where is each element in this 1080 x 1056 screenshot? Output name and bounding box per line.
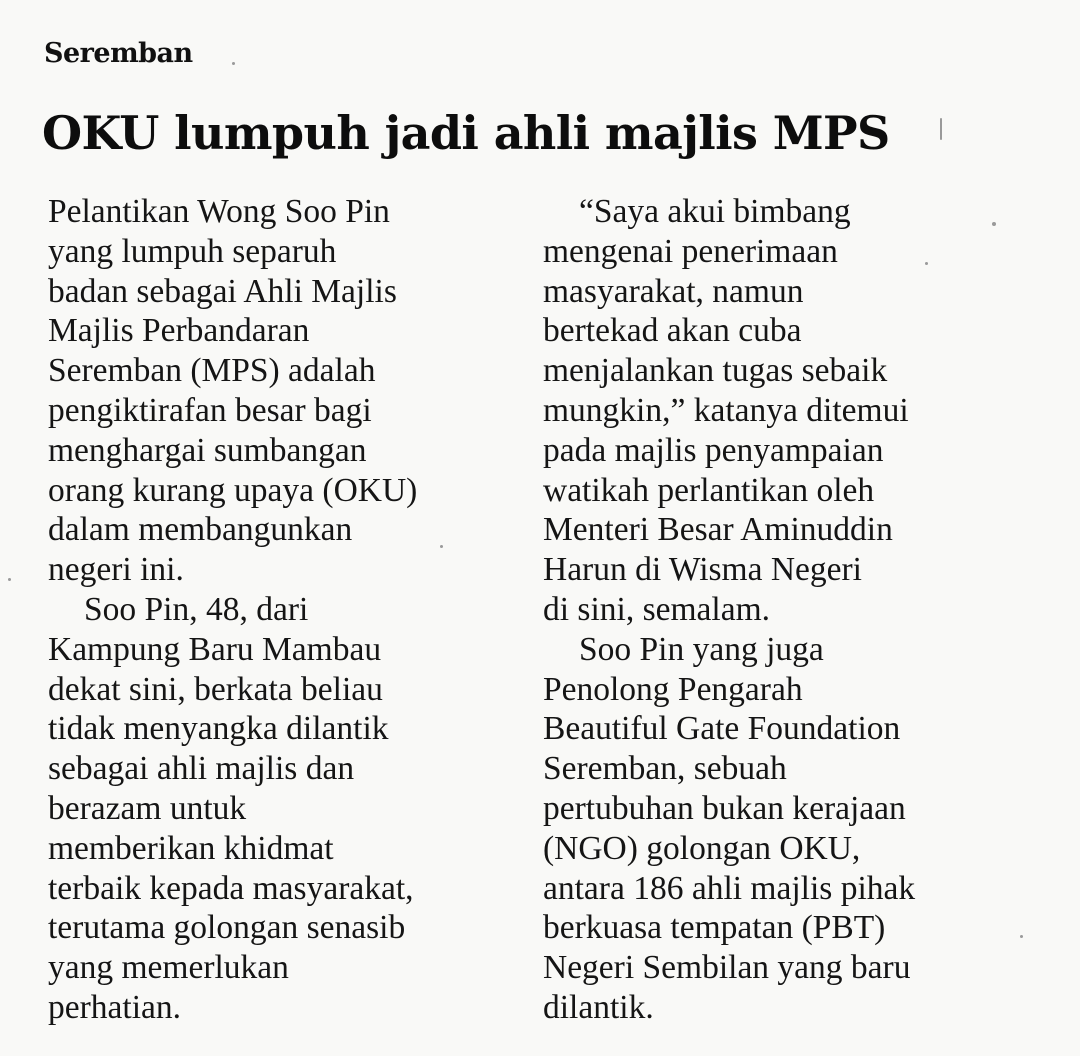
text-line: Harun di Wisma Negeri — [543, 551, 862, 589]
text-line: “Saya akui bimbang — [579, 193, 851, 230]
text-line: Seremban (MPS) adalah — [48, 352, 376, 390]
text-line: negeri ini. — [48, 551, 184, 589]
text-line: memberikan khidmat — [48, 829, 334, 867]
text-line: mungkin,” katanya ditemui — [543, 391, 909, 429]
print-speck — [925, 262, 928, 265]
text-line: Majlis Perbandaran — [48, 312, 310, 350]
text-line: pertubuhan bukan kerajaan — [543, 789, 906, 827]
print-speck — [940, 118, 942, 140]
headline: OKU lumpuh jadi ahli majlis MPS — [42, 106, 890, 160]
text-line: dekat sini, berkata beliau — [48, 670, 383, 708]
text-line: yang memerlukan — [48, 949, 289, 987]
text-line: dilantik. — [543, 988, 654, 1026]
text-line: Pelantikan Wong Soo Pin — [48, 193, 390, 230]
text-line: Kampung Baru Mambau — [48, 630, 382, 668]
text-line: berkuasa tempatan (PBT) — [543, 909, 886, 947]
article-paragraph — [48, 590, 518, 1028]
text-line: terutama golongan senasib — [48, 909, 406, 947]
text-line: di sini, semalam. — [543, 590, 771, 628]
text-line: bertekad akan cuba — [543, 312, 802, 350]
text-line: terbaik kepada masyarakat, — [48, 869, 414, 907]
text-line: antara 186 ahli majlis pihak — [543, 869, 916, 907]
article-column-right — [543, 192, 1013, 1028]
article-paragraph — [543, 630, 1013, 1028]
text-line: pada majlis penyampaian — [543, 431, 884, 469]
print-speck — [8, 578, 11, 581]
text-line: Seremban, sebuah — [543, 750, 787, 788]
print-speck — [992, 222, 996, 226]
text-line: orang kurang upaya (OKU) — [48, 471, 418, 509]
text-line: perhatian. — [48, 988, 182, 1026]
text-line: mengenai penerimaan — [543, 232, 838, 270]
text-line: yang lumpuh separuh — [48, 232, 337, 270]
text-line: Soo Pin, 48, dari — [84, 590, 309, 628]
text-line: menghargai sumbangan — [48, 431, 367, 469]
text-line: watikah perlantikan oleh — [543, 471, 875, 509]
print-speck — [1020, 935, 1023, 938]
text-line: (NGO) golongan OKU, — [543, 829, 861, 867]
text-line: tidak menyangka dilantik — [48, 710, 389, 748]
text-line: Negeri Sembilan yang baru — [543, 949, 911, 987]
text-line: Menteri Besar Aminuddin — [543, 511, 893, 549]
print-speck — [232, 62, 235, 65]
text-line: masyarakat, namun — [543, 272, 804, 310]
text-line: berazam untuk — [48, 789, 247, 827]
text-line: dalam membangunkan — [48, 511, 353, 549]
text-line: pengiktirafan besar bagi — [48, 391, 372, 429]
text-line: badan sebagai Ahli Majlis — [48, 272, 397, 310]
article-column-left — [48, 192, 518, 1028]
text-line: Beautiful Gate Foundation — [543, 710, 901, 748]
text-line: Soo Pin yang juga — [579, 630, 824, 668]
article-paragraph — [543, 192, 1013, 630]
section-label: Seremban — [44, 38, 193, 69]
text-line: menjalankan tugas sebaik — [543, 352, 888, 390]
print-speck — [440, 545, 443, 548]
text-line: Penolong Pengarah — [543, 670, 803, 708]
article-paragraph — [48, 192, 518, 590]
text-line: sebagai ahli majlis dan — [48, 750, 355, 788]
